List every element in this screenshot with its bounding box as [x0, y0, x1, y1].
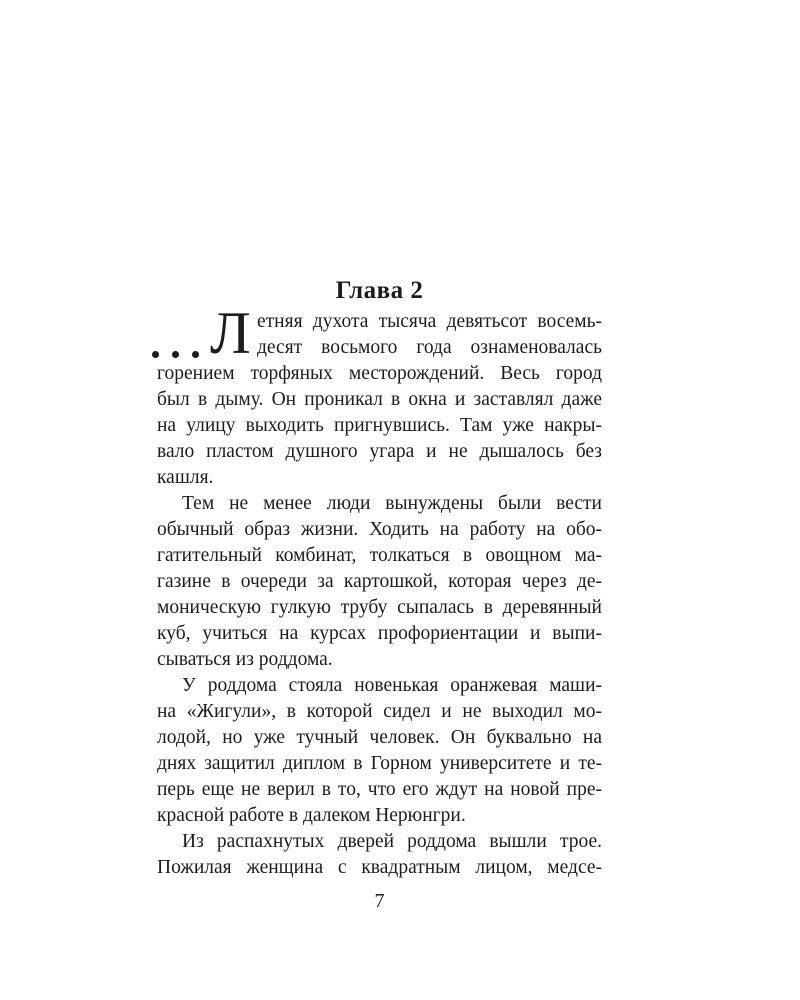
text-line: горением торфяных месторождений. Весь город — [157, 363, 602, 384]
ellipsis-dot — [192, 351, 199, 358]
text-line: днях защитил диплом в Горном университете и те- — [157, 753, 602, 774]
text-line: вало пластом душного угара и не дышалось без — [157, 441, 602, 462]
text-body — [157, 300, 602, 881]
text-line: сываться из роддома. — [157, 649, 333, 670]
text-line: на «Жигули», в которой сидел и не выходил мо- — [157, 701, 602, 722]
chapter-heading: Глава 2 — [335, 276, 424, 304]
text-line: на улицу выходить пригнувшись. Там уже накры- — [157, 415, 602, 436]
drop-cap-ellipsis — [152, 351, 199, 358]
paragraph — [157, 491, 602, 673]
page-number: 7 — [374, 890, 385, 912]
text-line: был в дыму. Он проникал в окна и заставлял даже — [157, 389, 602, 410]
text-line: перь еще не верил в то, что его ждут на новой пре- — [157, 779, 602, 800]
drop-cap — [152, 300, 251, 366]
ellipsis-dot — [152, 351, 159, 358]
ellipsis-dot — [172, 351, 179, 358]
text-line: Из распахнутых дверей роддома вышли трое. — [182, 831, 602, 852]
text-line: У роддома стояла новенькая оранжевая маши- — [182, 675, 602, 696]
text-line: гатительный комбинат, толкаться в овощном ма- — [157, 545, 602, 566]
drop-cap-letter: Л — [210, 300, 251, 366]
text-line: моническую гулкую трубу сыпалась в деревянный — [157, 597, 602, 618]
text-line: газине в очереди за картошкой, которая через де- — [157, 571, 602, 592]
paragraph — [157, 829, 602, 881]
text-line: етняя духота тысяча девятьсот восемь- — [257, 311, 602, 332]
text-line: десят восьмого года ознаменовалась — [257, 337, 602, 358]
text-line: куб, учиться на курсах профориентации и выпи- — [157, 623, 602, 644]
text-line: кашля. — [157, 467, 214, 488]
text-line: Пожилая женщина с квадратным лицом, медсе- — [157, 857, 602, 878]
paragraph — [157, 673, 602, 829]
text-line: лодой, но уже тучный человек. Он буквально на — [157, 727, 602, 748]
text-line: красной работе в далеком Нерюнгри. — [157, 805, 466, 826]
text-line: обычный образ жизни. Ходить на работу на обо- — [157, 519, 602, 540]
text-line: Тем не менее люди вынуждены были вести — [182, 493, 602, 514]
